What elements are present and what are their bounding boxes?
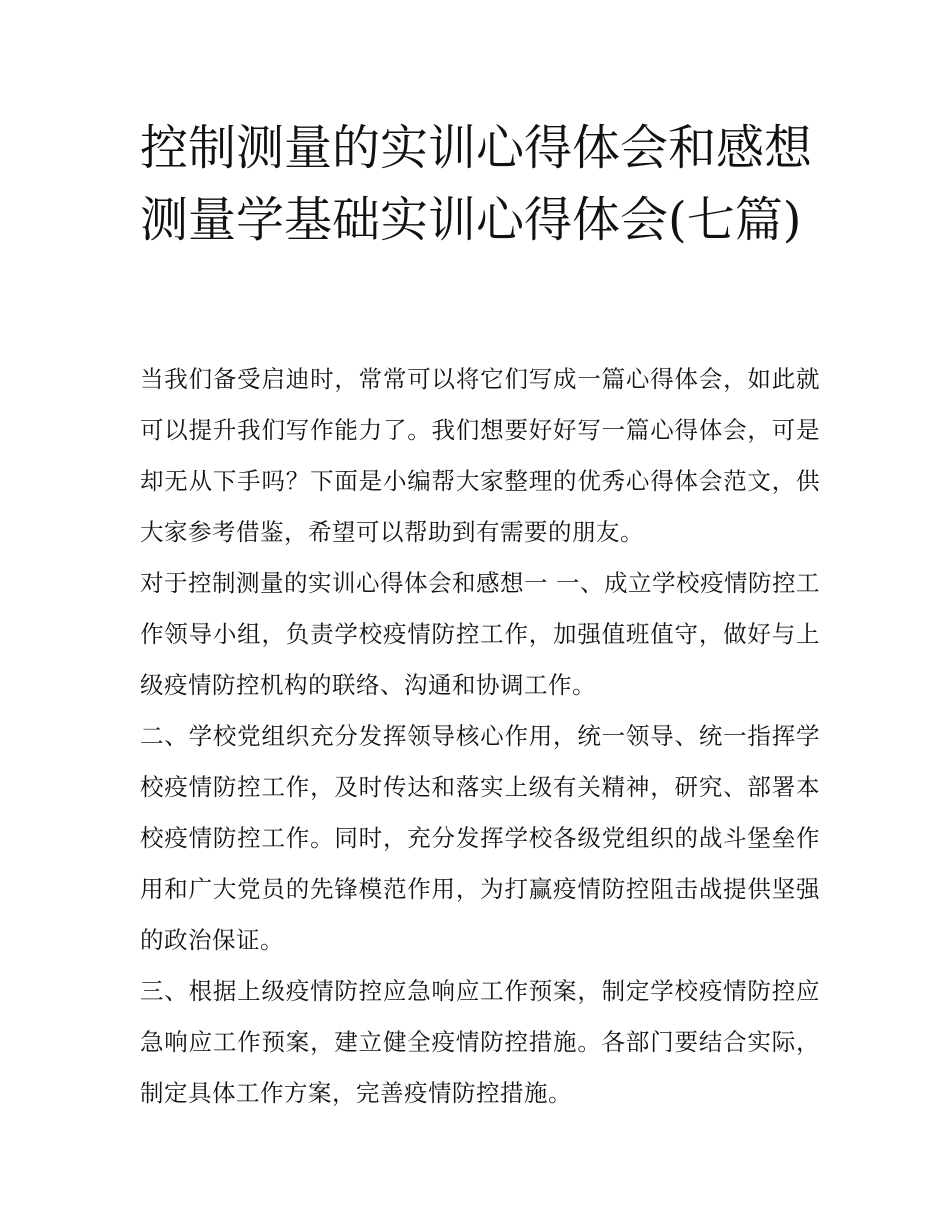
paragraph-section-two: 二、学校党组织充分发挥领导核心作用，统一领导、统一指挥学校疫情防控工作，及时传达和落实上级有关精神，研究、部署本校疫情防控工作。同时，充分发挥学校各级党组织的战斗堡垒作用和广大党员的先锋模范作用，为打赢疫情防控阻击战提供坚强的政治保证。 [140,722,820,954]
document-title: 控制测量的实训心得体会和感想 测量学基础实训心得体会(七篇) [140,120,813,248]
paragraph-section-three: 三、根据上级疫情防控应急响应工作预案，制定学校疫情防控应急响应工作预案，建立健全疫情防控措施。各部门要结合实际，制定具体工作方案，完善疫情防控措施。 [140,977,820,1107]
paragraph-intro: 当我们备受启迪时，常常可以将它们写成一篇心得体会，如此就可以提升我们写作能力了。我们想要好好写一篇心得体会，可是却无从下手吗？下面是小编帮大家整理的优秀心得体会范文，供大家参考借鉴，希望可以帮助到有需要的朋友。 [140,365,820,546]
document-body [140,354,820,1119]
paragraph-section-one: 对于控制测量的实训心得体会和感想一 一、成立学校疫情防控工作领导小组，负责学校疫情防控工作，加强值班值守，做好与上级疫情防控机构的联络、沟通和协调工作。 [140,569,820,699]
document-page [140,0,820,1229]
